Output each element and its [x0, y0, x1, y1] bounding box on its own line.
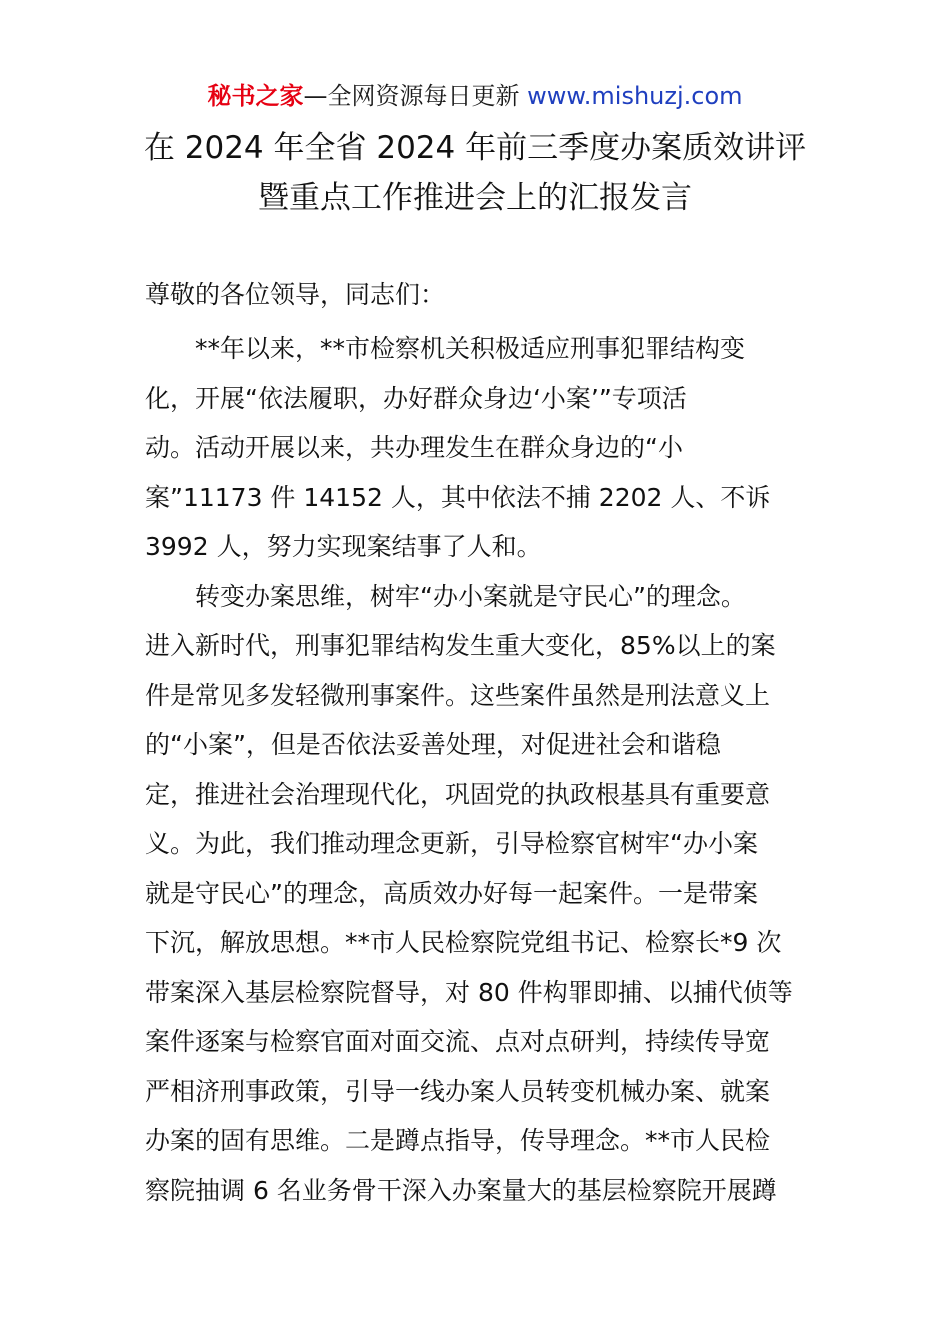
site-banner	[0, 80, 950, 112]
brand-name: 秘书之家	[207, 82, 304, 110]
salutation-text: 尊敬的各位领导，同志们：	[145, 280, 446, 309]
body-line: 的“小案”，但是否依法妥善处理，对促进社会和谐稳	[145, 730, 721, 759]
body-line: 件是常见多发轻微刑事案件。这些案件虽然是刑法意义上	[145, 680, 771, 710]
body-line: 办案的固有思维。二是蹲点指导，传导理念。**市人民检	[145, 1126, 771, 1155]
body-line: 下沉，解放思想。**市人民检察院党组书记、检察长*9 次	[145, 928, 782, 957]
body-line: 定，推进社会治理现代化，巩固党的执政根基具有重要意	[145, 779, 771, 809]
body-line: **年以来，**市检察机关积极适应刑事犯罪结构变	[195, 334, 746, 363]
body-line: 动。活动开展以来，共办理发生在群众身边的“小	[145, 433, 683, 462]
body-line: 案件逐案与检察官面对面交流、点对点研判，持续传导宽	[145, 1027, 771, 1056]
body-line: 3992 人，努力实现案结事了人和。	[145, 532, 542, 561]
body-line: 化，开展“依法履职，办好群众身边‘小案’”专项活	[145, 383, 687, 413]
body-line: 带案深入基层检察院督导，对 80 件构罪即捕、以捕代侦等	[145, 977, 793, 1007]
body-paragraphs	[145, 324, 807, 1215]
body-line: 转变办案思维，树牢“办小案就是守民心”的理念。	[195, 581, 746, 611]
body-line: 案”11173 件 14152 人，其中依法不捕 2202 人、不诉	[145, 482, 771, 512]
salutation	[145, 270, 807, 320]
site-url-link[interactable]: www.mishuzj.com	[527, 82, 743, 110]
body-line: 义。为此，我们推动理念更新，引导检察官树牢“办小案	[145, 829, 758, 858]
body-line: 进入新时代，刑事犯罪结构发生重大变化，85%以上的案	[145, 631, 776, 660]
body-line: 就是守民心”的理念，高质效办好每一起案件。一是带案	[145, 878, 758, 908]
body-line: 严相济刑事政策，引导一线办案人员转变机械办案、就案	[145, 1076, 771, 1106]
body-line: 察院抽调 6 名业务骨干深入办案量大的基层检察院开展蹲	[145, 1175, 777, 1205]
banner-slogan: —全网资源每日更新	[303, 82, 528, 110]
document-title-line-2: 暨重点工作推进会上的汇报发言	[258, 180, 692, 216]
document-title-line-1: 在 2024 年全省 2024 年前三季度办案质效讲评	[143, 130, 807, 166]
